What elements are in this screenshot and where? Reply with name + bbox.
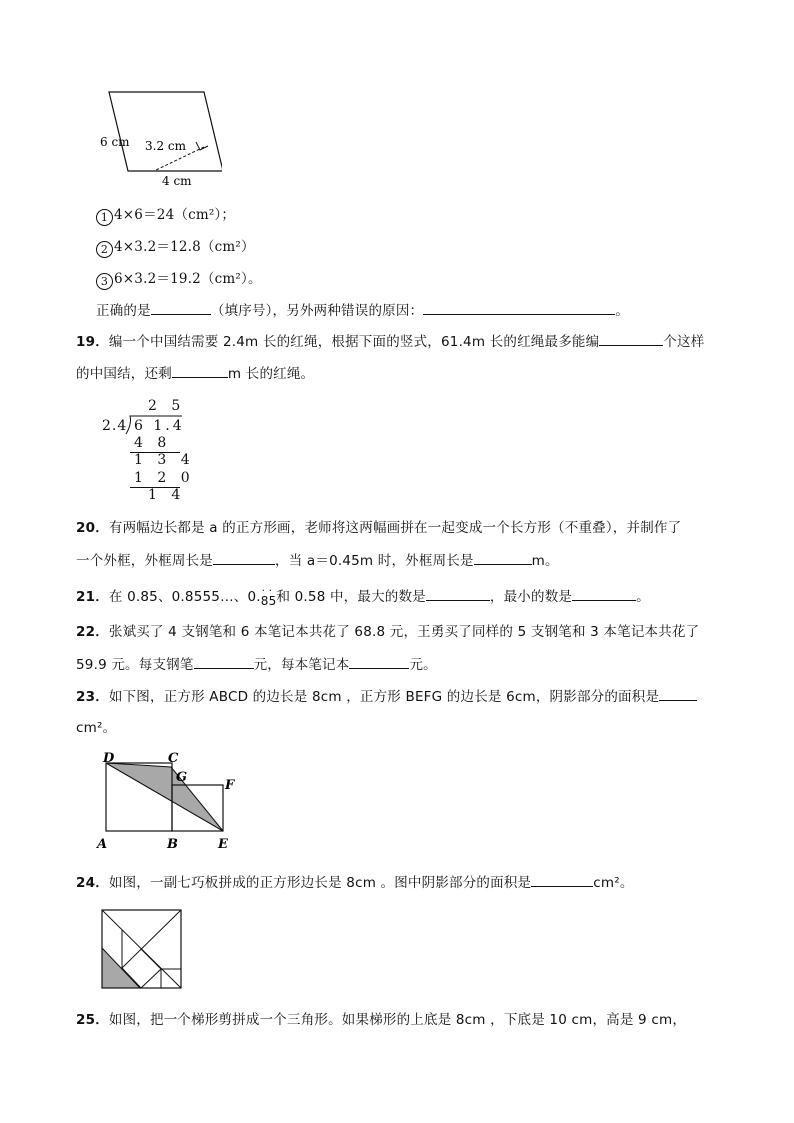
tangram-line-4 — [141, 949, 161, 988]
q19-number: 19 — [76, 334, 96, 350]
q21-text-b: 和 0.58 中，最大的数是 — [276, 589, 426, 605]
option-3-text: 6×3.2＝19.2（cm²）。 — [114, 271, 262, 287]
q23-number: 23 — [76, 689, 96, 705]
q22-line-1: 22．张斌买了 4 支钢笔和 6 本笔记本共花了 68.8 元，王勇买了同样的 5 支钢笔和 3 本笔记本共花了 — [76, 624, 700, 640]
q19-text-b: 个这样 — [663, 334, 705, 350]
q20-blank-1[interactable] — [213, 550, 275, 565]
option-3-mark: 3 — [96, 273, 113, 290]
squares-figure — [92, 752, 272, 854]
quotient: 2 5 — [148, 398, 186, 414]
q18-answer-middle: （填序号），另外两种错误的原因： — [210, 303, 424, 319]
q18-blank-2[interactable] — [423, 300, 615, 315]
q19-line-2 — [76, 363, 314, 384]
q19-text-d: m 长的红绳。 — [227, 366, 315, 382]
q21-text-a: 在 0.85、0.8555…、0. — [108, 589, 261, 605]
q22-text-a: 张斌买了 4 支钢笔和 6 本笔记本共花了 68.8 元，王勇买了同样的 5 支钢笔和 3 本笔记本共花了 — [108, 624, 700, 640]
q24-number: 24 — [76, 875, 96, 891]
q18-answer-end: 。 — [615, 303, 629, 319]
q25-number: 25 — [76, 1012, 96, 1028]
q21-number: 21 — [76, 589, 96, 605]
label-e: E — [218, 837, 228, 852]
q24-text-a: 如图，一副七巧板拼成的正方形边长是 8cm 。图中阴影部分的面积是 — [108, 875, 532, 891]
repeating-decimal: · · 85 — [260, 586, 277, 608]
q22-blank-1[interactable] — [194, 654, 254, 669]
q22-text-c: 元，每本笔记本 — [253, 657, 350, 673]
q19-blank-2[interactable] — [172, 363, 228, 378]
label-b: B — [167, 837, 178, 852]
q20-number: 20 — [76, 520, 96, 536]
q21-line: 21．在 0.85、0.8555…、0. · · 85和 0.58 中，最大的数是 ，最小的数是 。 — [76, 586, 650, 607]
q23-line-1: 23．如下图，正方形 ABCD 的边长是 8cm ，正方形 BEFG 的边长是 6cm，阴影部分的面积是 — [76, 686, 697, 707]
q23-text-a: 如下图，正方形 ABCD 的边长是 8cm ，正方形 BEFG 的边长是 6cm，阴影部分的面积是 — [108, 689, 660, 705]
q20-text-a: 有两幅边长都是 a 的正方形画，老师将这两幅画拼在一起变成一个长方形（不重叠），并制作了 — [108, 520, 682, 536]
q22-blank-2[interactable] — [349, 654, 409, 669]
division-row-3: 1 2 0 — [134, 470, 195, 486]
tangram-figure — [100, 908, 184, 990]
q21-blank-2[interactable] — [572, 586, 636, 601]
q19-line-1: 19．编一个中国结需要 2.4m 长的红绳，根据下面的竖式，61.4m 长的红绳最多能编 个这样 — [76, 331, 704, 352]
q18-answer-prefix: 正确的是 — [96, 303, 151, 319]
q24-text-b: cm²。 — [593, 875, 634, 891]
q21-text-d: 。 — [636, 589, 650, 605]
option-1-mark: 1 — [96, 209, 113, 226]
q22-line-2 — [76, 654, 437, 675]
parallelogram-figure — [92, 84, 222, 190]
division-row-2: 1 3 4 — [134, 452, 195, 468]
division-row-1: 4 8 — [134, 435, 172, 451]
option-3 — [96, 269, 262, 290]
q23-text-b: cm²。 — [76, 720, 117, 736]
q20-line-1: 20．有两幅边长都是 a 的正方形画，老师将这两幅画拼在一起变成一个长方形（不重叠），并制作了 — [76, 520, 682, 536]
divisor: 2.4 — [102, 418, 128, 434]
q21-blank-1[interactable] — [426, 586, 490, 601]
base-label: 4 cm — [162, 174, 192, 188]
q18-blank-1[interactable] — [151, 300, 211, 315]
option-1 — [96, 205, 235, 226]
q19-blank-1[interactable] — [599, 331, 663, 346]
division-row-4: 1 4 — [148, 487, 186, 503]
long-division — [96, 394, 196, 506]
option-1-text: 4×6＝24（cm²）； — [114, 207, 236, 223]
q19-text-a: 编一个中国结需要 2.4m 长的红绳，根据下面的竖式，61.4m 长的红绳最多能编 — [108, 334, 600, 350]
q20-text-c: ，当 a＝0.45m 时，外框周长是 — [275, 553, 474, 569]
parallelogram-shape — [109, 92, 222, 171]
label-f: F — [225, 778, 235, 793]
q21-text-c: ，最小的数是 — [489, 589, 573, 605]
q25-text: 如图，把一个梯形剪拼成一个三角形。如果梯形的上底是 8cm ，下底是 10 cm，高是 9 cm， — [108, 1012, 687, 1028]
height-label: 3.2 cm — [145, 139, 186, 153]
q20-text-b: 一个外框，外框周长是 — [76, 553, 213, 569]
q23-line-2 — [76, 718, 116, 738]
q25-line: 25．如图，把一个梯形剪拼成一个三角形。如果梯形的上底是 8cm ，下底是 10 cm，高是 9 cm， — [76, 1012, 687, 1028]
q20-text-d: m。 — [531, 553, 559, 569]
label-d: D — [103, 752, 115, 766]
q20-line-2 — [76, 550, 559, 571]
option-2-text: 4×3.2＝12.8（cm²） — [114, 239, 255, 255]
q24-blank[interactable] — [531, 872, 593, 887]
q19-text-c: 的中国结，还剩 — [76, 366, 172, 382]
q18-answer-line — [96, 300, 629, 321]
label-c: C — [168, 752, 179, 766]
q23-blank[interactable] — [659, 686, 697, 701]
q24-line: 24．如图，一副七巧板拼成的正方形边长是 8cm 。图中阴影部分的面积是 cm²。 — [76, 872, 634, 893]
q22-number: 22 — [76, 624, 96, 640]
right-angle-mark — [196, 142, 208, 150]
option-2 — [96, 237, 255, 258]
side-label: 6 cm — [100, 135, 130, 149]
q22-text-b: 59.9 元。每支钢笔 — [76, 657, 194, 673]
dividend: 6 1.4 — [134, 418, 185, 434]
q22-text-d: 元。 — [409, 657, 437, 673]
repeating-digits: 85 — [260, 594, 277, 608]
label-a: A — [97, 837, 108, 852]
q20-blank-2[interactable] — [474, 550, 532, 565]
label-g: G — [176, 770, 188, 785]
option-2-mark: 2 — [96, 241, 113, 258]
